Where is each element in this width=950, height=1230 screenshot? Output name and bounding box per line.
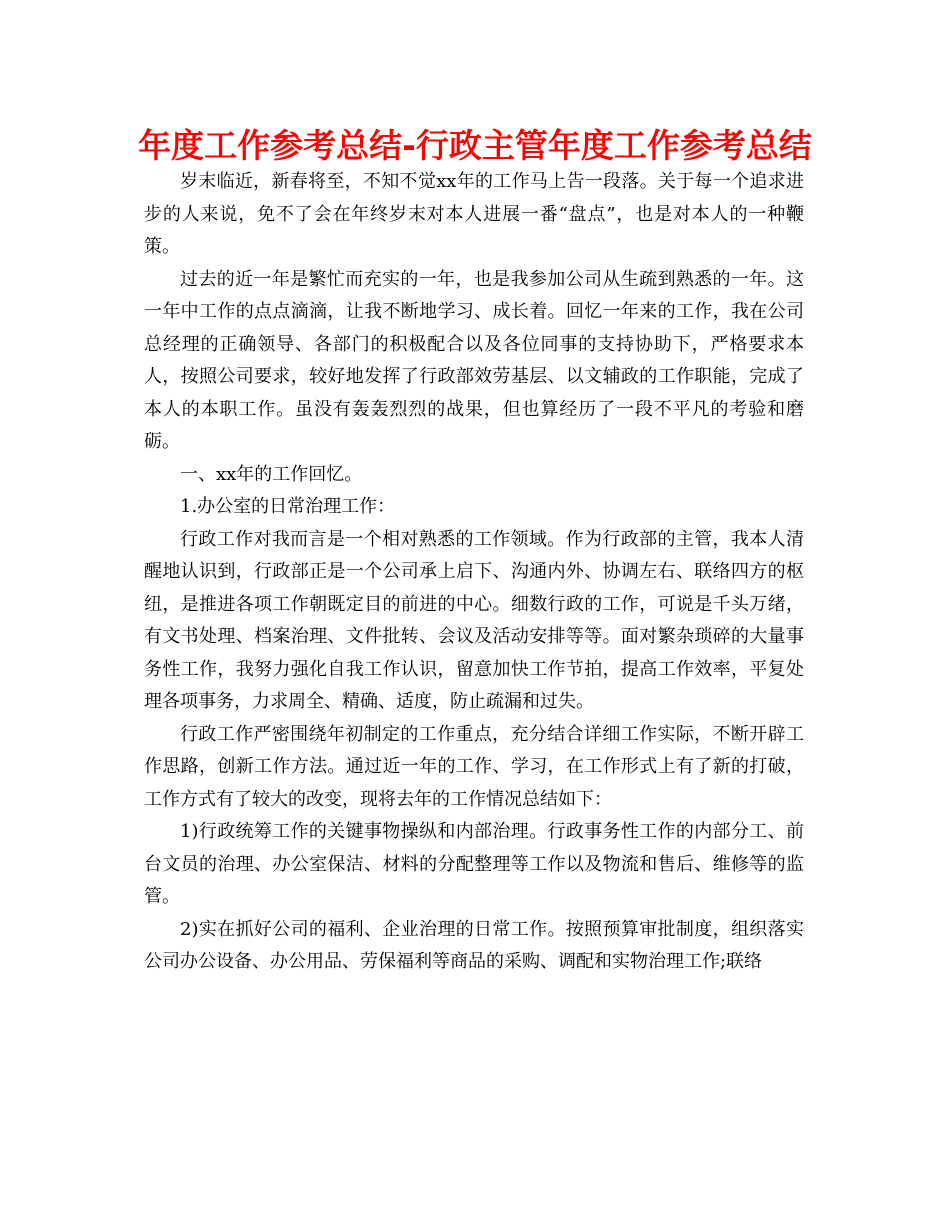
- paragraph-work-focus: 行政工作严密围绕年初制定的工作重点，充分结合详细工作实际，不断开辟工作思路，创新工作方法。通过近一年的工作、学习，在工作形式上有了新的打破，工作方式有了较大的改变，现将去年的工作情况总结如下：: [144, 723, 804, 810]
- paragraph-intro: 岁末临近，新春将至，不知不觉xx年的工作马上告一段落。关于每一个追求进步的人来说，免不了会在年终岁末对本人进展一番“盘点”，也是对本人的一种鞭策。: [144, 171, 804, 257]
- subsection-heading-office: 1.办公室的日常治理工作：: [180, 496, 396, 517]
- list-item-2: 2)实在抓好公司的福利、企业治理的日常工作。按照预算审批制度，组织落实公司办公设备、办公用品、劳保福利等商品的采购、调配和实物治理工作;联络: [144, 918, 804, 972]
- paragraph-past-year: 过去的近一年是繁忙而充实的一年，也是我参加公司从生疏到熟悉的一年。这一年中工作的点点滴滴，让我不断地学习、成长着。回忆一年来的工作，我在公司总经理的正确领导、各部门的积极配合以及各位同事的支持协助下，严格要求本人，按照公司要求，较好地发挥了行政部效劳基层、以文辅政的工作职能，完成了本人的本职工作。虽没有轰轰烈烈的战果，但也算经历了一段不平凡的考验和磨砺。: [144, 268, 804, 452]
- document-title: 年度工作参考总结-行政主管年度工作参考总结: [138, 126, 812, 165]
- section-heading-review: 一、xx年的工作回忆。: [180, 463, 363, 485]
- document-body: [144, 166, 804, 979]
- list-item-1: 1)行政统筹工作的关键事物操纵和内部治理。行政事务性工作的内部分工、前台文员的治理、办公室保洁、材料的分配整理等工作以及物流和售后、维修等的监管。: [144, 821, 804, 907]
- paragraph-admin-work: 行政工作对我而言是一个相对熟悉的工作领域。作为行政部的主管，我本人清醒地认识到，行政部正是一个公司承上启下、沟通内外、协调左右、联络四方的枢纽，是推进各项工作朝既定目的前进的中心。细数行政的工作，可说是千头万绪，有文书处理、档案治理、文件批转、会议及活动安排等等。面对繁杂琐碎的大量事务性工作，我努力强化自我工作认识，留意加快工作节拍，提高工作效率，平复处理各项事务，力求周全、精确、适度，防止疏漏和过失。: [144, 528, 804, 712]
